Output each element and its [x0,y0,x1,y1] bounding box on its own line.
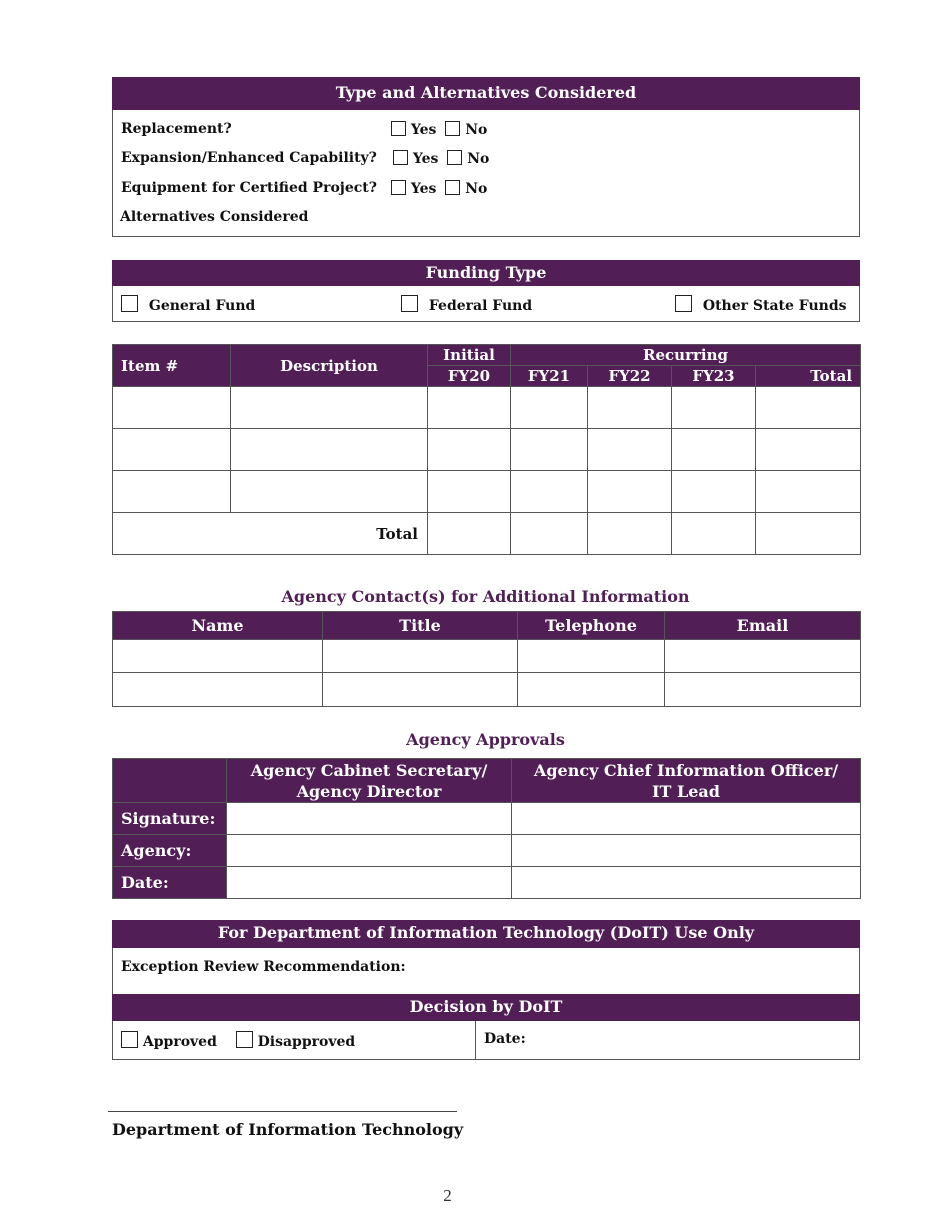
decision-date-label: Date: [484,1031,526,1047]
equipment-yes-checkbox[interactable] [391,180,406,195]
expansion-yes-checkbox[interactable] [393,150,408,165]
funding-option-general[interactable] [121,295,255,314]
approved-label: Approved [142,1034,217,1050]
table-cell[interactable] [231,387,428,429]
recurring-header: Recurring [511,345,861,366]
approvals-col-cio [512,759,861,803]
table-cell[interactable] [428,471,511,513]
initial-header: Initial [428,345,511,366]
general-fund-label: General Fund [148,298,256,314]
replacement-label: Replacement? [121,121,232,137]
table-cell[interactable] [323,640,518,673]
table-row [113,673,861,707]
table-cell[interactable] [672,429,756,471]
table-cell[interactable] [672,513,756,555]
table-cell[interactable] [231,471,428,513]
table-row [113,640,861,673]
total-header: Total [756,366,861,387]
approvals-table [112,758,861,899]
table-cell[interactable] [756,429,861,471]
approvals-col-secretary-line2: Agency Director [296,781,442,801]
funding-option-other[interactable] [675,295,847,314]
agency-cio-field[interactable] [512,835,861,867]
table-row [113,803,861,835]
total-row-label: Total [113,513,428,555]
type-alternatives-section [112,77,860,237]
signature-row-label: Signature: [113,803,227,835]
replacement-options [391,121,487,138]
date-row-label: Date: [113,867,227,899]
doit-section [112,920,860,1060]
table-cell[interactable] [113,387,231,429]
page-number: 2 [443,1186,452,1205]
funding-type-section [112,260,860,322]
equipment-options [391,180,487,197]
other-funds-label: Other State Funds [702,298,847,314]
replacement-yes-checkbox[interactable] [391,121,406,136]
type-alternatives-title: Type and Alternatives Considered [335,83,637,102]
expansion-no-checkbox[interactable] [447,150,462,165]
table-cell[interactable] [665,673,861,707]
table-cell[interactable] [231,429,428,471]
decision-header [112,994,860,1021]
decision-title: Decision by DoIT [409,997,563,1016]
general-fund-checkbox[interactable] [121,295,138,312]
approved-checkbox[interactable] [121,1031,138,1048]
table-cell[interactable] [511,387,588,429]
table-cell[interactable] [511,429,588,471]
doit-header [112,920,860,948]
table-cell[interactable] [428,429,511,471]
signature-line [108,1111,457,1112]
table-row [113,835,861,867]
funding-type-title: Funding Type [425,263,547,282]
signature-cio-field[interactable] [512,803,861,835]
date-secretary-field[interactable] [227,867,512,899]
cost-table [112,344,861,555]
total-row [113,513,861,555]
table-cell[interactable] [428,387,511,429]
approvals-col-cio-line2: IT Lead [652,781,720,801]
fy23-header: FY23 [672,366,756,387]
approvals-col-cio-line1: Agency Chief Information Officer/ [533,760,839,780]
funding-option-federal[interactable] [401,295,532,314]
table-cell[interactable] [588,387,672,429]
decision-divider [475,1021,476,1060]
equipment-label: Equipment for Certified Project? [121,180,377,196]
description-header: Description [231,345,428,387]
fy20-header: FY20 [428,366,511,387]
contacts-table [112,611,861,707]
expansion-label: Expansion/Enhanced Capability? [121,150,377,166]
signature-secretary-field[interactable] [227,803,512,835]
equipment-no-checkbox[interactable] [445,180,460,195]
table-cell[interactable] [511,471,588,513]
approvals-col-secretary-line1: Agency Cabinet Secretary/ [250,760,488,780]
alternatives-label: Alternatives Considered [120,209,309,225]
approved-option[interactable] [121,1031,355,1050]
contacts-title: Agency Contact(s) for Additional Information [281,587,690,606]
table-cell[interactable] [588,471,672,513]
table-row [113,867,861,899]
approvals-title: Agency Approvals [406,730,565,749]
table-cell[interactable] [511,513,588,555]
contact-name-header: Name [113,612,323,640]
table-cell[interactable] [672,471,756,513]
item-number-header: Item # [113,345,231,387]
expansion-no-label: No [467,151,490,167]
table-cell[interactable] [665,640,861,673]
table-cell[interactable] [518,673,665,707]
other-funds-checkbox[interactable] [675,295,692,312]
replacement-yes-label: Yes [410,122,437,138]
funding-type-header [112,260,860,286]
disapproved-checkbox[interactable] [236,1031,253,1048]
table-row [113,429,861,471]
approvals-corner-cell [113,759,227,803]
table-cell[interactable] [428,513,511,555]
federal-fund-checkbox[interactable] [401,295,418,312]
table-cell[interactable] [113,673,323,707]
table-cell[interactable] [113,640,323,673]
type-alternatives-header [112,77,860,110]
table-cell[interactable] [588,513,672,555]
table-cell[interactable] [756,387,861,429]
federal-fund-label: Federal Fund [428,298,533,314]
contact-email-header: Email [665,612,861,640]
table-cell[interactable] [756,513,861,555]
table-cell[interactable] [323,673,518,707]
expansion-yes-label: Yes [412,151,439,167]
equipment-no-label: No [465,181,488,197]
table-cell[interactable] [113,471,231,513]
department-name: Department of Information Technology [112,1120,464,1139]
table-cell[interactable] [113,429,231,471]
table-row [113,471,861,513]
date-cio-field[interactable] [512,867,861,899]
agency-row-label: Agency: [113,835,227,867]
doit-title: For Department of Information Technology (DoIT) Use Only [217,923,755,942]
contact-title-header: Title [323,612,518,640]
replacement-no-checkbox[interactable] [445,121,460,136]
replacement-no-label: No [465,122,488,138]
table-row [113,387,861,429]
table-cell[interactable] [518,640,665,673]
approvals-col-secretary [227,759,512,803]
equipment-yes-label: Yes [410,181,437,197]
table-cell[interactable] [756,471,861,513]
expansion-options [393,150,489,167]
fy22-header: FY22 [588,366,672,387]
disapproved-label: Disapproved [257,1034,356,1050]
fy21-header: FY21 [511,366,588,387]
agency-secretary-field[interactable] [227,835,512,867]
table-cell[interactable] [588,429,672,471]
recommendation-label: Exception Review Recommendation: [121,959,406,975]
contact-telephone-header: Telephone [518,612,665,640]
table-cell[interactable] [672,387,756,429]
